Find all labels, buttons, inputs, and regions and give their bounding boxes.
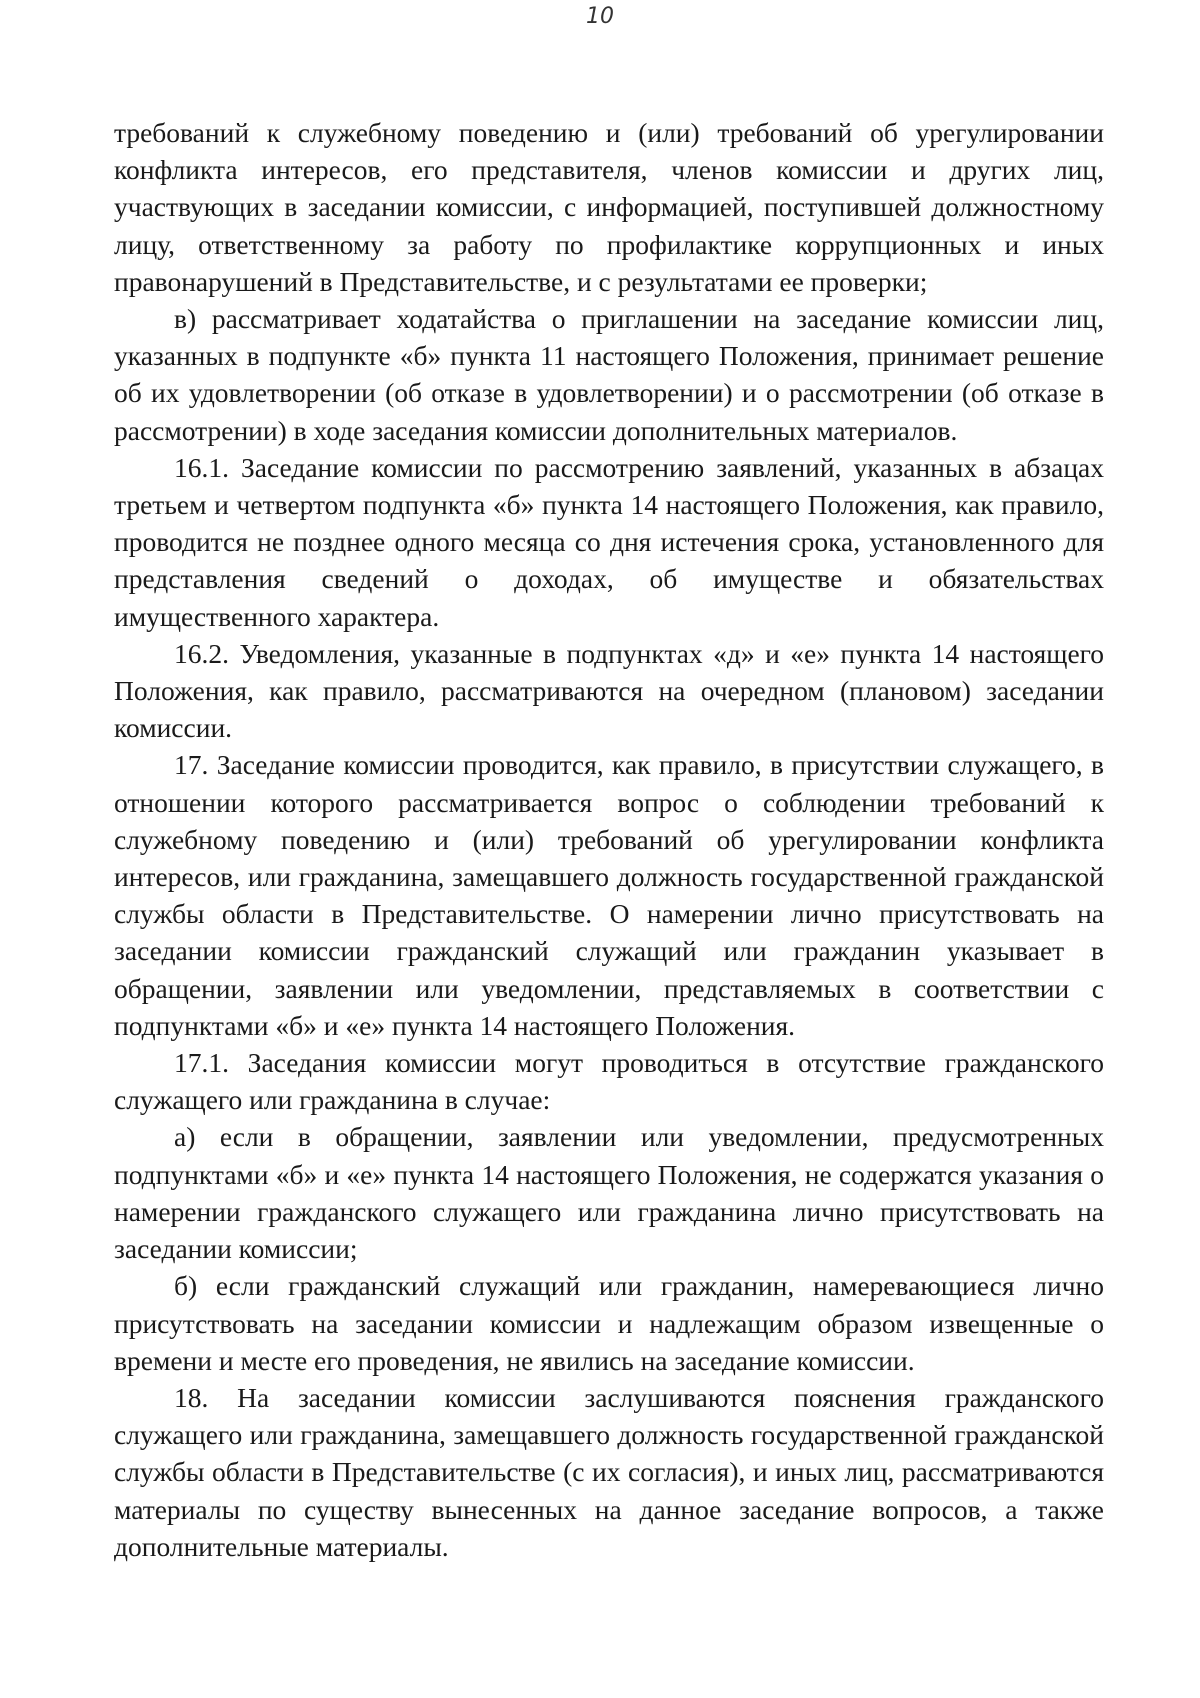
- paragraph-17: 17. Заседание комиссии проводится, как правило, в присутствии служащего, в отношении которого рассматривается вопрос о соблюдении требований к служебному поведению и (или) требований об урегулировании конфликта интересов, или гражданина, замещавшего должность государственной гражданской службы области в Представительстве. О намерении лично присутствовать на заседании комиссии гражданский служащий или гражданин указывает в обращении, заявлении или уведомлении, представляемых в соответствии с подпунктами «б» и «е» пункта 14 настоящего Положения.: [114, 749, 1104, 1041]
- paragraph-18: 18. На заседании комиссии заслушиваются пояснения гражданского служащего или гражданина, замещавшего должность государственной гражданской службы области в Представительстве (с их согласия), и иных лиц, рассматриваются материалы по существу вынесенных на данное заседание вопросов, а также дополнительные материалы.: [114, 1381, 1104, 1562]
- page-number: 10: [586, 4, 614, 29]
- paragraph-17-1-a: а) если в обращении, заявлении или уведомлении, предусмотренных подпунктами «б» и «е» пункта 14 настоящего Положения, не содержатся указания о намерении гражданского служащего или гражданина лично присутствовать на заседании комиссии;: [114, 1121, 1104, 1265]
- paragraph-17-1: 17.1. Заседания комиссии могут проводиться в отсутствие гражданского служащего или гражданина в случае:: [114, 1047, 1104, 1116]
- document-body: [114, 114, 1104, 1565]
- paragraph-subpoint-v: в) рассматривает ходатайства о приглашении на заседание комиссии лиц, указанных в подпункте «б» пункта 11 настоящего Положения, принимает решение об их удовлетворении (об отказе в удовлетворении) и о рассмотрении (об отказе в рассмотрении) в ходе заседания комиссии дополнительных материалов.: [114, 303, 1104, 446]
- paragraph-16-2: 16.2. Уведомления, указанные в подпунктах «д» и «е» пункта 14 настоящего Положения, как правило, рассматриваются на очередном (плановом) заседании комиссии.: [114, 637, 1104, 744]
- paragraph-16-1: 16.1. Заседание комиссии по рассмотрению заявлений, указанных в абзацах третьем и четвертом подпункта «б» пункта 14 настоящего Положения, как правило, проводится не позднее одного месяца со дня истечения срока, установленного для представления сведений о доходах, об имуществе и обязательствах имущественного характера.: [114, 451, 1104, 632]
- paragraph-17-1-b: б) если гражданский служащий или гражданин, намеревающиеся лично присутствовать на заседании комиссии и надлежащим образом извещенные о времени и месте его проведения, не явились на заседание комиссии.: [114, 1270, 1104, 1376]
- paragraph-continuation: требований к служебному поведению и (или) требований об урегулировании конфликта интересов, его представителя, членов комиссии и других лиц, участвующих в заседании комиссии, с информацией, поступившей должностному лицу, ответственному за работу по профилактике коррупционных и иных правонарушений в Представительстве, и с результатами ее проверки;: [114, 117, 1104, 297]
